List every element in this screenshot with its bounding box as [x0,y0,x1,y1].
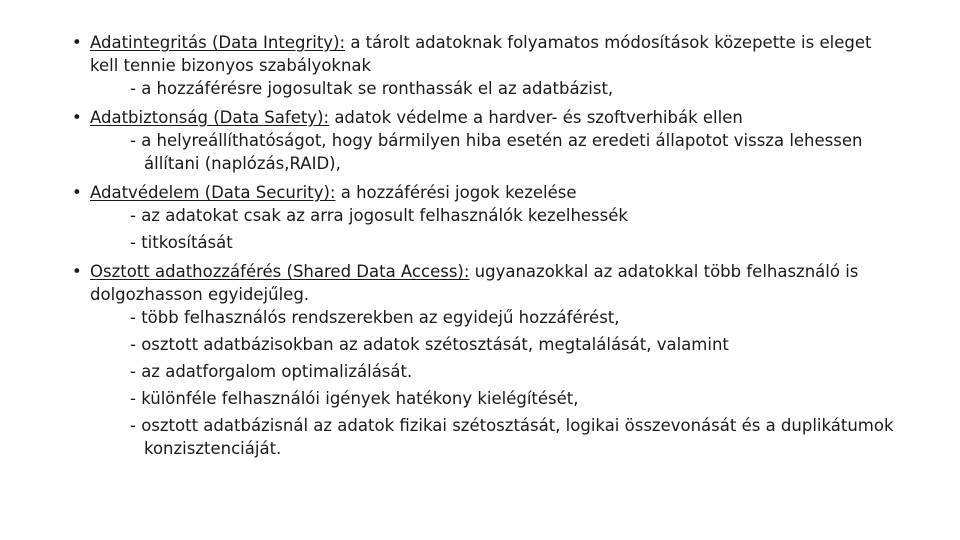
bullet-term: Adatvédelem (Data Security): [90,183,336,202]
bullet-block-data-safety [72,106,902,175]
sub-item: - több felhasználós rendszerekben az egyidejű hozzáférést, [130,308,620,327]
bullet-text: a tárolt adatoknak folyamatos módosítások közepette is eleget kell tennie bizonyos szabályoknak [90,33,872,75]
bullet-item [72,106,902,129]
bullet-text: ugyanazokkal az adatokkal több felhasználó is dolgozhasson egyidejűleg. [90,262,859,304]
bullet-text: a hozzáférési jogok kezelése [335,183,577,202]
sub-item: - osztott adatbázisokban az adatok szétosztását, megtalálását, valamint [130,335,729,354]
bullet-item [72,181,902,204]
slide-body [72,31,902,466]
bullet-block-data-integrity [72,31,902,100]
sub-item: - titkosítását [130,233,233,252]
bullet-term: Adatbiztonság (Data Safety): [90,108,330,127]
bullet-text: adatok védelme a hardver- és szoftverhibák ellen [329,108,743,127]
bullet-dot-icon: • [72,33,82,52]
bullet-dot-icon: • [72,108,82,127]
bullet-dot-icon: • [72,262,82,281]
bullet-block-shared-data-access [72,260,902,460]
sub-item: - a hozzáférésre jogosultak se ronthassák el az adatbázist, [130,79,614,98]
bullet-term: Adatintegritás (Data Integrity): [90,33,346,52]
sub-item: - az adatforgalom optimalizálását. [130,362,413,381]
sub-item: - az adatokat csak az arra jogosult felhasználók kezelhessék [130,206,628,225]
sub-item: - különféle felhasználói igények hatékony kielégítését, [130,389,579,408]
bullet-term: Osztott adathozzáférés (Shared Data Access): [90,262,470,281]
bullet-item [72,260,902,306]
sub-item: - a helyreállíthatóságot, hogy bármilyen hiba esetén az eredeti állapotot vissza lehessen állítani (naplózás,RAID), [130,131,863,173]
bullet-dot-icon: • [72,183,82,202]
bullet-block-data-security [72,181,902,254]
sub-item: - osztott adatbázisnál az adatok fizikai szétosztását, logikai összevonását és a duplikátumok konzisztenciáját. [130,416,894,458]
bullet-item [72,31,902,77]
